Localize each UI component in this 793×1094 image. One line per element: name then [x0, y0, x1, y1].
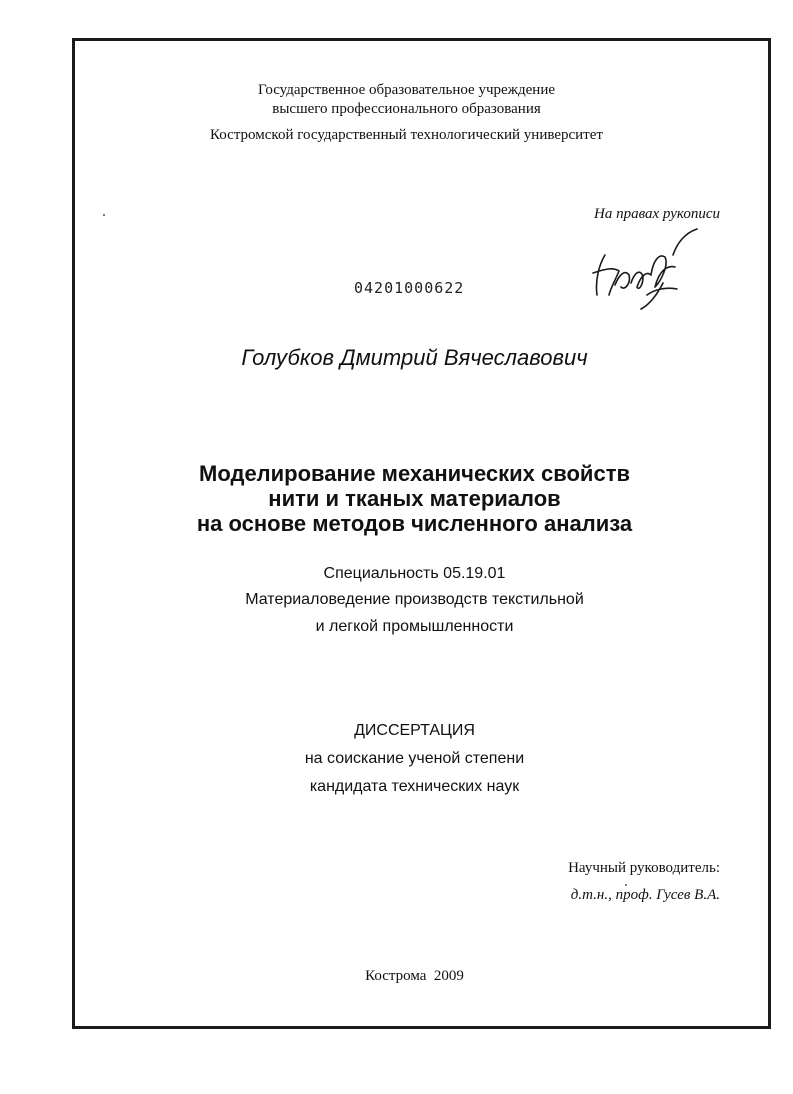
- advisor-label: Научный руководитель:: [568, 860, 720, 876]
- scan-speck: [625, 884, 627, 886]
- author-name: Голубков Дмитрий Вячеславович: [241, 345, 588, 370]
- university-name: Костромской государственный технологический университет: [210, 127, 603, 143]
- thesis-title-line-3: на основе методов численного анализа: [196, 511, 633, 536]
- city-year: Кострома 2009: [365, 968, 464, 984]
- degree-name: кандидата технических наук: [309, 778, 520, 795]
- advisor-name: д.т.н., проф. Гусев В.А.: [570, 887, 720, 903]
- thesis-title-line-1: Моделирование механических свойств: [199, 461, 630, 486]
- specialty-name-line-2: и легкой промышленности: [315, 618, 514, 635]
- degree-purpose: на соискание ученой степени: [304, 750, 525, 767]
- specialty-code: Специальность 05.19.01: [323, 565, 506, 582]
- handwritten-signature: [585, 225, 705, 310]
- thesis-title-line-2: нити и тканых материалов: [268, 486, 561, 511]
- institution-line-2: высшего профессионального образования: [272, 101, 541, 117]
- institution-line-1: Государственное образовательное учреждение: [257, 82, 556, 98]
- document-type: ДИССЕРТАЦИЯ: [354, 722, 475, 739]
- scan-speck: [103, 214, 105, 216]
- registration-number: 04201000622: [354, 279, 465, 297]
- manuscript-note: На правах рукописи: [594, 206, 720, 222]
- specialty-name-line-1: Материаловедение производств текстильной: [245, 591, 584, 608]
